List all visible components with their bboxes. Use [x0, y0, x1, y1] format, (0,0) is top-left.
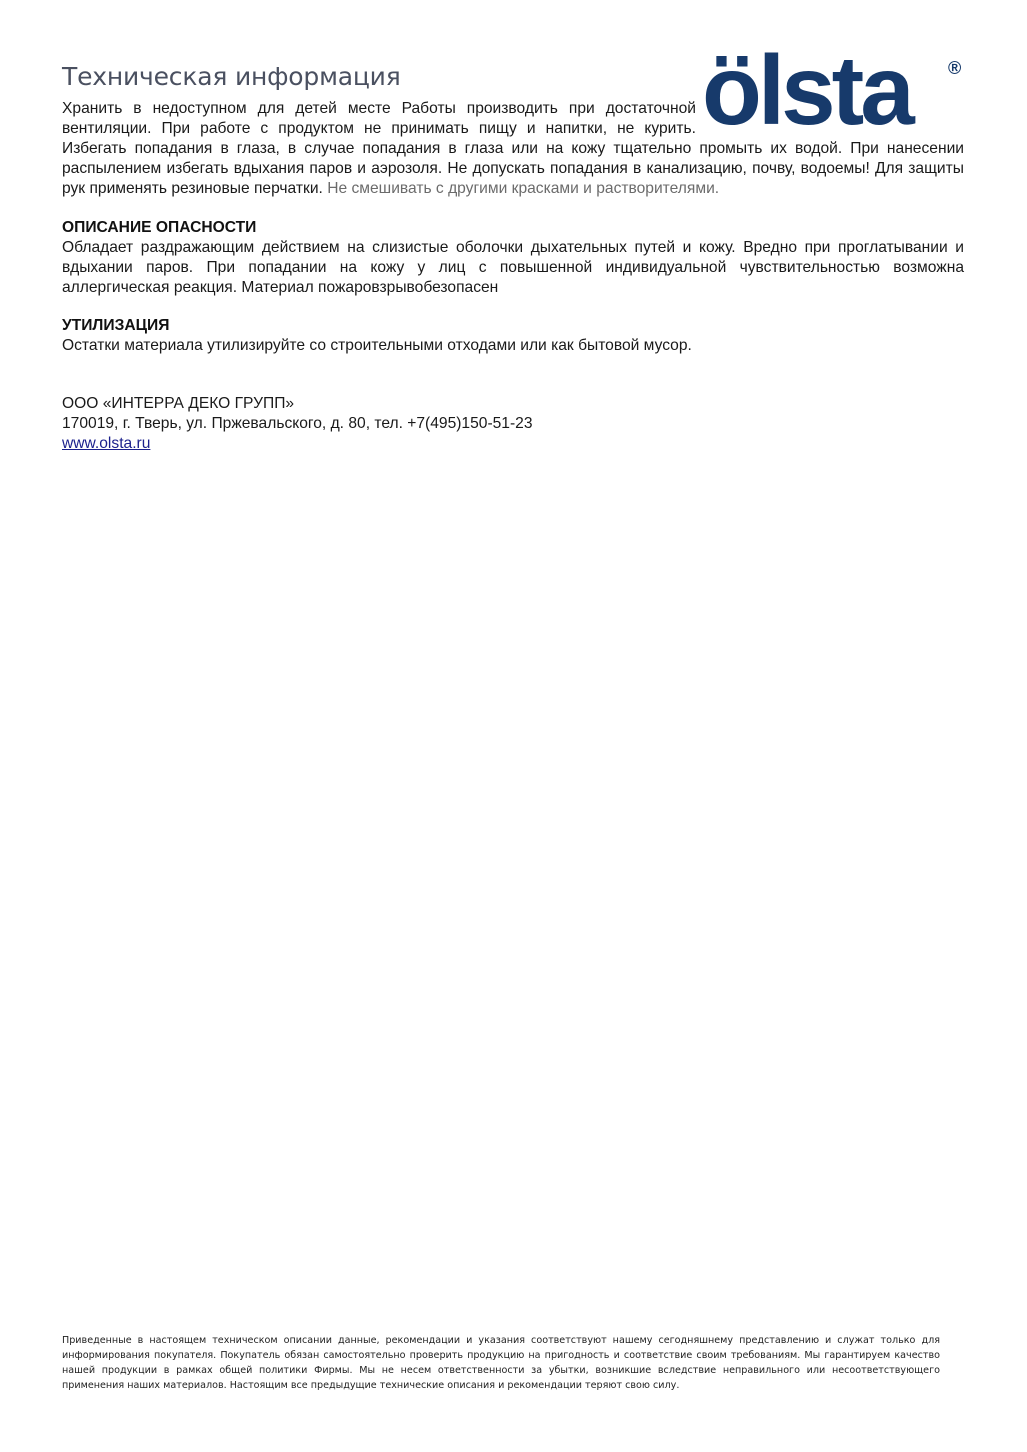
content-body	[62, 99, 964, 454]
disposal-text: Остатки материала утилизируйте со строительными отходами или как бытовой мусор.	[62, 337, 692, 354]
hazard-heading: ОПИСАНИЕ ОПАСНОСТИ	[62, 219, 257, 236]
website-link[interactable]: www.olsta.ru	[62, 435, 151, 452]
disposal-heading: УТИЛИЗАЦИЯ	[62, 317, 170, 334]
storage-paragraph	[62, 99, 964, 199]
company-info	[62, 394, 964, 454]
hazard-text: Обладает раздражающим действием на слизистые оболочки дыхательных путей и кожу. Вредно при проглатывании и вдыхании паров. При попадании на кожу у лиц с повышенной индивидуальной чувствительностью возможна аллергическая реакция. Материал пожаровзрывобезопасен	[62, 239, 964, 296]
registered-mark: ®	[948, 58, 962, 78]
disclaimer-text: Приведенные в настоящем техническом описании данные, рекомендации и указания соответствуют нашему сегодняшнему представлению и служат только для информирования покупателя. Покупатель обязан самостоятельно проверить продукцию на пригодность и соответствие своим требованиям. Мы гарантируем качество нашей продукции в рамках общей политики Фирмы. Мы не несем ответственности за убытки, возникшие вследствие неправильного или несоответствующего применения наших материалов. Настоящим все предыдущие технические описания и рекомендации теряют свою силу.	[62, 1335, 940, 1391]
storage-mixing-note: Не смешивать с другими красками и растворителями.	[322, 180, 720, 197]
logo-wordmark: ölsta	[702, 35, 911, 138]
page-title: Техническая информация	[62, 62, 401, 91]
storage-text: Хранить в недоступном для детей месте Работы производить при достаточной вентиляции. При работе с продуктом не принимать пищу и напитки, не курить. Избегать попадания в глаза, в случае попадания в глаза или на кожу тщательно промыть их водой. При нанесении распылением избегать вдыхания паров и аэрозоля. Не допускать попадания в канализацию, почву, водоемы! Для защиты рук применять резиновые перчатки.	[62, 100, 964, 197]
company-address: 170019, г. Тверь, ул. Пржевальского, д. 80, тел. +7(495)150-51-23	[62, 415, 533, 432]
company-name: ООО «ИНТЕРРА ДЕКО ГРУПП»	[62, 395, 295, 412]
